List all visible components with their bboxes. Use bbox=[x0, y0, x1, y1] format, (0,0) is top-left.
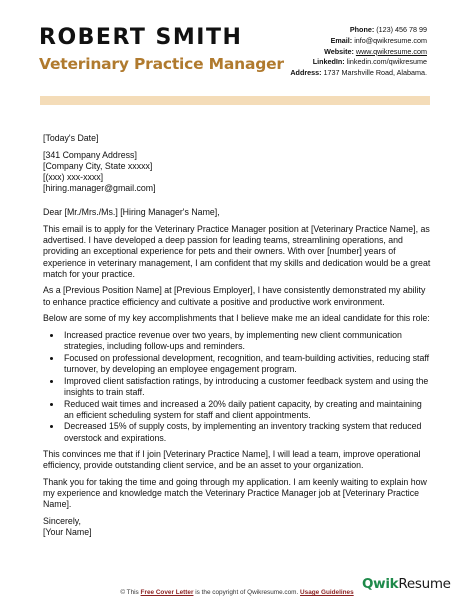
address-label: Address: bbox=[290, 68, 322, 78]
footer-prefix: © This bbox=[120, 589, 139, 596]
recipient-line: [hiring.manager@gmail.com] bbox=[43, 183, 156, 194]
signoff-block bbox=[43, 516, 433, 538]
logo-part-resume: Resume bbox=[398, 576, 451, 592]
salutation: Dear [Mr./Mrs./Ms.] [Hiring Manager's Name], bbox=[43, 207, 220, 218]
free-cover-letter-link[interactable]: Free Cover Letter bbox=[140, 589, 194, 596]
contact-phone bbox=[207, 25, 427, 36]
accomplishment-item: • Reduced wait times and increased a 20% daily patient capacity, by creating and maintaining an efficient scheduling system for staff and client appointments. bbox=[62, 399, 433, 421]
letter-body bbox=[43, 133, 433, 544]
accomplishments-list bbox=[43, 330, 433, 444]
website-link[interactable]: www.qwikresume.com bbox=[355, 46, 427, 56]
signature-name: [Your Name] bbox=[43, 527, 92, 538]
linkedin-value: linkedin.com/qwikresume bbox=[346, 57, 427, 67]
logo-part-qwik: Qwik bbox=[362, 576, 399, 592]
body-paragraph: Below are some of my key accomplishments that I believe make me an ideal candidate for this role: bbox=[43, 313, 430, 324]
email-label: Email: bbox=[330, 35, 353, 45]
job-title: Veterinary Practice Manager bbox=[39, 55, 284, 73]
letter-date: [Today's Date] bbox=[43, 133, 99, 143]
accomplishment-item: • Increased practice revenue over two years, by implementing new client communication strategies, including follow-ups and reminders. bbox=[62, 330, 433, 352]
email-value: info@qwikresume.com bbox=[354, 35, 427, 45]
linkedin-label: LinkedIn: bbox=[312, 57, 345, 67]
header-divider bbox=[40, 96, 430, 105]
phone-value: (123) 456 78 99 bbox=[376, 25, 427, 34]
recipient-line: [Company City, State xxxxx] bbox=[43, 160, 153, 171]
signoff: Sincerely, bbox=[43, 516, 81, 527]
recipient-line: [(xxx) xxx-xxxx] bbox=[43, 172, 104, 182]
accomplishment-item: • Improved client satisfaction ratings, by introducing a customer feedback system and using the insights to train staff. bbox=[62, 376, 433, 398]
contact-website bbox=[207, 47, 427, 58]
recipient-address bbox=[43, 150, 433, 195]
phone-label: Phone: bbox=[349, 25, 375, 34]
contact-linkedin bbox=[207, 57, 427, 68]
address-value: 1737 Marshville Road, Alabama. bbox=[323, 68, 427, 78]
qwikresume-logo bbox=[362, 576, 451, 592]
website-label: Website: bbox=[324, 46, 354, 56]
contact-block bbox=[207, 25, 427, 79]
contact-email bbox=[207, 36, 427, 47]
accomplishment-item: • Decreased 15% of supply costs, by implementing an inventory tracking system that reduced overstock and expirations. bbox=[62, 421, 433, 443]
body-paragraph: As a [Previous Position Name] at [Previous Employer], I have consistently demonstrated my ability to enhance practice efficiency and cultivate a positive and productive work environment. bbox=[43, 285, 426, 307]
body-paragraph: This email is to apply for the Veterinary Practice Manager position at [Veterinary Practice Name], as advertised. I have developed a deep passion for leading teams, streamlining operations, and providing an exceptional experience for pets and their owners. With over [number] years of experience in veterinary management, I am confident that my skills and dedication would be a great match for your practice. bbox=[43, 224, 431, 279]
usage-guidelines-link[interactable]: Usage Guidelines bbox=[300, 589, 354, 596]
body-paragraph: Thank you for taking the time and going through my application. I am keenly waiting to explain how my experience and knowledge match the Veterinary Practice Manager job at [Veterinary Practice Name]. bbox=[43, 477, 427, 510]
accomplishment-item: • Focused on professional development, recognition, and team-building activities, reducing staff turnover, by developing an employee engagement program. bbox=[62, 353, 433, 375]
footer-middle: is the copyright of Qwikresume.com. bbox=[195, 589, 299, 596]
contact-address bbox=[207, 68, 427, 79]
body-paragraph: This convinces me that if I join [Veterinary Practice Name], I will lead a team, improve operational efficiency, provide outstanding client service, and be an asset to your organization. bbox=[43, 449, 421, 471]
applicant-name: ROBERT SMITH bbox=[39, 25, 243, 50]
recipient-line: [341 Company Address] bbox=[43, 149, 137, 160]
